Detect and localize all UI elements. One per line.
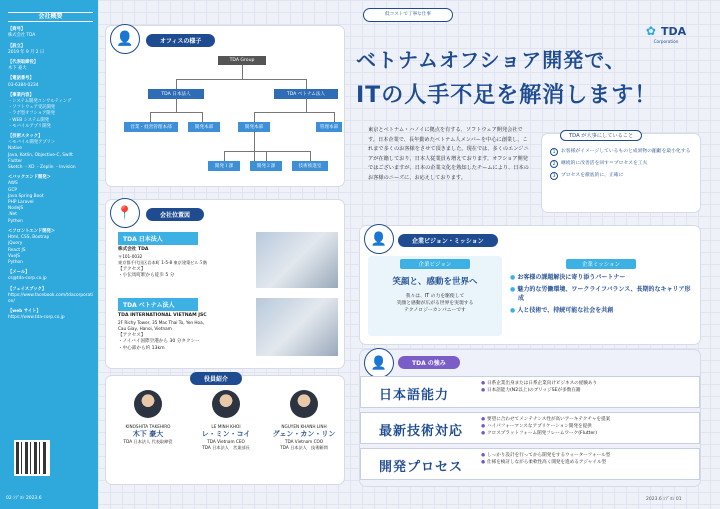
strength-point: ● ハイパフォーマンスなアプリケーション開発を提供 bbox=[481, 423, 610, 430]
sidebar-item bbox=[8, 27, 93, 39]
value-item: 2 継続的に改善活を回す＝プロセスを工夫 bbox=[550, 160, 694, 168]
jp-office-photo bbox=[256, 232, 338, 288]
speaker-icon: 👤 bbox=[364, 224, 394, 254]
jp-office-bar: TDA 日本法人 bbox=[118, 232, 198, 245]
vn-office-name: TDA INTERNATIONAL VIETNAM JSC bbox=[118, 313, 207, 318]
sidebar-item-key: 【技術スタック】 bbox=[8, 134, 43, 140]
officers-title: 役員紹介 bbox=[190, 372, 242, 385]
sidebar-item bbox=[8, 309, 93, 321]
sidebar-item-value: 03-6384-0234 bbox=[8, 82, 39, 88]
strength-point: ● 日本語能力(N2以上)のブリッジSEが多数在籍 bbox=[481, 387, 597, 394]
officer-role: TDA Vietnam COO TDA 日本法人 技術顧問 bbox=[280, 439, 328, 450]
sidebar-item-key: 【電話番号】 bbox=[8, 76, 34, 82]
vision-title: 企業ビジョン・ミッション bbox=[398, 234, 498, 247]
officer-jp: グェン・カン・リン bbox=[272, 430, 336, 438]
officer-en: LE MINH KHOI bbox=[211, 424, 241, 429]
mission-item: ● お客様の課題解決に寄り添うパートナー bbox=[510, 274, 626, 281]
sidebar-item-key: 【事業内容】 bbox=[8, 92, 34, 98]
officer-en: KINOSHITA TAKEHIRO bbox=[125, 424, 171, 429]
sidebar-item-value: Html, CSS, Bootrap jQuery React JS VueJS Python bbox=[8, 235, 50, 265]
sidebar-item bbox=[8, 229, 93, 266]
footer-right: 2023.6 ｼﾌﾞﾖｼ 01 bbox=[646, 497, 682, 502]
sidebar-item-value: AWS GCP Java Spring Boot PHP Laravel NodeJS .Net Python bbox=[8, 181, 44, 224]
strength-label: 日本語能力 bbox=[379, 388, 450, 403]
pin-icon: 📍 bbox=[110, 198, 140, 228]
org-tech: 技術推進室 bbox=[292, 161, 328, 171]
sidebar-item-value: 木下 豪大 bbox=[8, 66, 27, 72]
hero-line-2: ITの人手不足を解消します！ bbox=[356, 83, 658, 108]
vision-main: 笑顔と、感動を世界へ bbox=[392, 277, 478, 287]
qr-code bbox=[14, 440, 50, 476]
strength-point: ● 日系企業出身または日系企業向けビジネスの経験あり bbox=[481, 380, 597, 387]
sidebar-header: 会社概要 bbox=[8, 12, 93, 22]
mission-list bbox=[510, 273, 692, 315]
strength-point: ● しっかり設計を行ってから開発をするウォーターフォール型 bbox=[481, 452, 610, 459]
vn-access: ・ノイバイ国際空港から 30 分タクシー ・中心部から約 13km bbox=[118, 339, 200, 351]
org-dev-1: 開発１課 bbox=[208, 161, 240, 171]
company-overview-sidebar bbox=[0, 0, 98, 509]
location-panel bbox=[106, 200, 344, 368]
officer-card bbox=[110, 390, 186, 445]
sidebar-item-key: 【商号】 bbox=[8, 27, 26, 33]
sidebar-item bbox=[8, 270, 93, 282]
intro-text: 東京とベトナム・ハノイに拠点を有する、ソフトウェア開発会社です。日本企業で、長年勤めたベトナム人メンバーを中心に創業し、これまで多くのお客様をさせて頂きました。現在では、多くのエンジニアが在籍しており、日本人従業員も増えております。オフショア開発ではございますが、日本の企業文化を熟知したチームにより、日本のお客様のニーズに、お応えしております。 bbox=[368, 127, 529, 181]
jp-office-name: 株式会社 TDA bbox=[118, 247, 149, 252]
sidebar-item-key: 【メール】 bbox=[8, 270, 30, 276]
strength-point: ● 要望に合わせてメンテナンス性が高いアーキテクチャを提案 bbox=[481, 416, 610, 423]
sidebar-item-value: ・システム開発コンサルティング ・ソフトウェア受託開発 ・ラボ型オフショア開発 ・WEB システム開発 ・モバイルアプリ開発 bbox=[8, 99, 72, 129]
officer-photo bbox=[212, 390, 240, 418]
sidebar-item bbox=[8, 175, 93, 225]
vision-heading: 企業ビジョン bbox=[400, 259, 470, 269]
sidebar-item-value: https://www.tda-corp.co.jp bbox=[8, 315, 65, 321]
strength-label: 最新技術対応 bbox=[379, 424, 464, 439]
officer-jp: レ・ミン・コイ bbox=[201, 430, 251, 438]
officer-card bbox=[266, 390, 342, 451]
strength-point: ● クロスプラットフォーム開発フレームワーク(Flutter) bbox=[481, 430, 610, 437]
location-title: 会社位置図 bbox=[146, 208, 204, 221]
officer-en: NGUYEN KHANH LINH bbox=[281, 424, 327, 429]
strength-row bbox=[360, 448, 700, 480]
sidebar-item bbox=[8, 93, 93, 130]
sidebar-item-key: ＜バックエンド開発＞ bbox=[8, 175, 51, 181]
org-root: TDA Group bbox=[218, 56, 266, 65]
org-vn-dev: 開発本部 bbox=[238, 122, 270, 132]
sidebar-item bbox=[8, 134, 93, 171]
page-area bbox=[98, 0, 720, 509]
value-item: 1 お客様がイメージしているものと成果物の齟齬を最小化する bbox=[550, 148, 694, 156]
vn-office-bar: TDA ベトナム法人 bbox=[118, 298, 198, 311]
sidebar-item-value: 株式会社 TDA bbox=[8, 33, 36, 39]
org-jp-sales: 営業・経営管理本部 bbox=[124, 122, 178, 132]
sidebar-item bbox=[8, 287, 93, 306]
vision-sub: 我々は、IT の力を駆使して 笑顔と感動が広がる世界を実現する テクノロジーカンパニーです bbox=[396, 294, 474, 313]
sidebar-item-key: 【web サイト】 bbox=[8, 309, 41, 315]
officer-jp: 木下 豪大 bbox=[132, 430, 164, 438]
sidebar-item-value: 2019 年 9 月 2 日 bbox=[8, 49, 45, 55]
strength-label: 開発プロセス bbox=[379, 460, 464, 475]
org-jp-dev: 開発本部 bbox=[188, 122, 220, 132]
strengths-title: TDA の強み bbox=[398, 356, 460, 369]
strength-row bbox=[360, 376, 700, 408]
officer-photo bbox=[290, 390, 318, 418]
office-panel bbox=[106, 26, 344, 186]
officers-panel bbox=[106, 376, 344, 484]
strength-row bbox=[360, 412, 700, 444]
sidebar-item-key: 【設立】 bbox=[8, 43, 26, 49]
officer-role: TDA Vietnam CEO TDA 日本法人 営業部長 bbox=[202, 439, 250, 450]
officer-role: TDA 日本法人 代表取締役 bbox=[123, 439, 173, 444]
jp-office-address: 〒101-0032 東京都千代田区岩本町 1-5-8 東京建築ビル５階 bbox=[118, 253, 208, 265]
org-vn: TDA ベトナム法人 bbox=[274, 89, 338, 99]
values-panel bbox=[542, 134, 700, 212]
mission-item: ● 魅力的な労働環境、ワークライフバランス、長期的なキャリア形成 bbox=[510, 286, 691, 302]
mission-heading: 企業ミッション bbox=[566, 259, 636, 269]
office-title: オフィスの様子 bbox=[146, 34, 215, 47]
officer-photo bbox=[134, 390, 162, 418]
sidebar-item-value: cs@tda-corp.co.jp bbox=[8, 276, 47, 282]
value-item: 3 プロセスを徹底的に、正確に bbox=[550, 172, 694, 180]
person-icon: 👤 bbox=[364, 348, 394, 378]
sidebar-item bbox=[8, 44, 93, 56]
org-vn-admin: 管理本部 bbox=[316, 122, 342, 132]
vn-access-heading: 【アクセス】 bbox=[118, 332, 146, 338]
officer-card bbox=[188, 390, 264, 451]
footer-left: 02 ｼﾌﾞﾖｼ 2023.6 bbox=[6, 496, 42, 501]
sidebar-item-key: 【代表取締役】 bbox=[8, 60, 39, 66]
sidebar-items bbox=[8, 27, 93, 321]
office-worker-icon: 👤 bbox=[110, 24, 140, 54]
vn-office-address: 2F Richy Tower, 35 Mac Thai To, Yen Hoa, Cau Giay, Hanoi, Vietnam bbox=[118, 319, 205, 331]
strength-point: ● 仕様を検討しながら柔軟性高く開発を進めるアジャイル型 bbox=[481, 459, 610, 466]
hero-line-1: ベトナムオフショア開発で、 bbox=[356, 48, 626, 72]
org-jp: TDA 日本法人 bbox=[148, 89, 204, 99]
mission-item: ● 人と技術で、持続可能な社会を共創 bbox=[510, 307, 614, 314]
jp-access: ・小伝馬町駅から徒歩 5 分 bbox=[118, 273, 175, 278]
vision-panel bbox=[360, 226, 700, 344]
jp-access-heading: 【アクセス】 bbox=[118, 266, 146, 272]
sidebar-item-value: ＜モバイル開発アプリ＞ Native Java, Kotlin, Objective-C, Swift Flutter Sketch ・XD ・Zeplin ・Invision bbox=[8, 140, 76, 171]
sidebar-item bbox=[8, 76, 93, 88]
tda-logo: ✿ TDA Corporation bbox=[645, 24, 687, 44]
sidebar-item-key: ＜フロントエンド開発＞ bbox=[8, 228, 56, 234]
sidebar-item bbox=[8, 60, 93, 72]
org-dev-2: 開発２課 bbox=[250, 161, 282, 171]
hero-badge: 低コストで丁寧な仕事 bbox=[363, 8, 453, 22]
vn-office-photo bbox=[256, 298, 338, 356]
sidebar-item-key: 【フェイスブック】 bbox=[8, 286, 47, 292]
sidebar-item-value: https://www.facebook.com/tdacorporation/ bbox=[8, 292, 93, 304]
values-title: TDA が大事にしていること bbox=[560, 130, 642, 141]
values-list bbox=[550, 148, 694, 184]
